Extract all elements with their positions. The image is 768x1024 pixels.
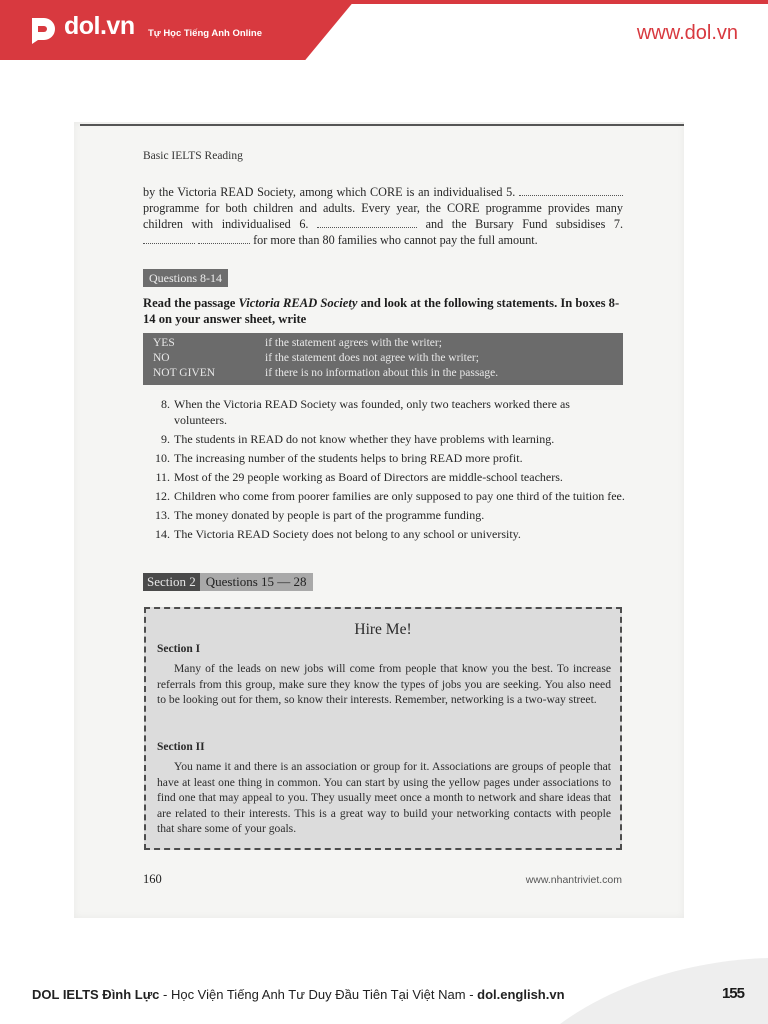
instruction-after: and look at the following statements. In boxes 8-14 on your answer sheet, write <box>143 296 620 326</box>
statement-number: 12. <box>155 489 170 503</box>
statement-number: 10. <box>155 451 170 465</box>
statement-item <box>155 507 625 523</box>
statement-number: 8. <box>161 397 170 411</box>
statement-item <box>155 488 625 504</box>
statement-number: 11. <box>155 470 170 484</box>
key-term: YES <box>153 337 175 349</box>
statement-text: The increasing number of the students helps to bring READ more profit. <box>174 451 523 465</box>
top-header <box>0 0 768 60</box>
questions-label: Questions 8-14 <box>143 269 228 287</box>
passage-title: Hire Me! <box>354 621 412 638</box>
book-page-number: 160 <box>143 872 162 886</box>
website-link[interactable]: www.dol.vn <box>636 22 738 44</box>
key-meaning: if there is no information about this in the passage. <box>265 367 499 379</box>
blank-5-number: 5. <box>506 185 516 199</box>
instruction-text <box>143 295 625 327</box>
instruction-passage-title: Victoria READ Society <box>238 296 358 310</box>
statement-item <box>155 469 625 485</box>
footer-brand: DOL IELTS Đình Lực <box>32 987 160 1002</box>
intro-paragraph <box>143 184 623 248</box>
answer-key-box <box>143 333 623 385</box>
intro-line-1: by the Victoria READ Society, among which CORE is an individualised <box>143 185 507 199</box>
instruction-before: Read the passage <box>143 296 239 310</box>
book-site-url: www.nhantriviet.com <box>525 874 622 886</box>
passage-section-1-heading: Section I <box>157 643 201 655</box>
statement-number: 9. <box>161 432 170 446</box>
statement-item <box>155 431 625 447</box>
passage-section-2-body: You name it and there is an association or group for it. Associations are groups of people that have at least one thing in common. You can start by using the yellow pages under associations to find one that may appeal to you. They usually meet once a month to network and share ideas that are related to their interests. This is a great way to build your networking contacts with people that share some of your goals. <box>157 760 611 835</box>
tagline: Tự Học Tiếng Anh Online <box>148 28 263 39</box>
passage-section-2-heading: Section II <box>157 741 205 753</box>
blank-7-b <box>198 234 250 244</box>
running-head: Basic IELTS Reading <box>143 150 243 162</box>
statement-item <box>155 450 625 466</box>
statement-item <box>155 396 625 428</box>
footer-separator: - <box>159 987 171 1002</box>
key-term: NOT GIVEN <box>153 367 216 379</box>
blank-7-a <box>143 234 195 244</box>
key-row <box>153 336 613 351</box>
statement-text: The students in READ do not know whether they have problems with learning. <box>174 432 555 446</box>
statement-number: 13. <box>155 508 170 522</box>
intro-line-2: programme for both children and adults. Every year, the CORE programme provides many children with individualised <box>143 201 623 231</box>
footer-slogan: Học Viện Tiếng Anh Tư Duy Đầu Tiên Tại Việt Nam <box>170 987 466 1002</box>
reading-passage-box <box>144 607 622 850</box>
page-top-rule <box>80 124 684 126</box>
statement-number: 14. <box>155 527 170 541</box>
intro-line-3: and the Bursary Fund subsidises <box>417 217 614 231</box>
section-chip: Section 2 <box>143 573 200 591</box>
key-row <box>153 351 613 366</box>
footer-page-number: 155 <box>721 985 744 1002</box>
section-question-range: Questions 15 — 28 <box>200 573 313 591</box>
passage-section-1-body: Many of the leads on new jobs will come from people that know you the best. To increase referrals from this group, make sure they know the types of jobs you are seeking. You also need to be looking out for them, so know their interests. Remember, networking is a two-way street. <box>157 662 611 706</box>
intro-line-4: for more than 80 families who cannot pay the full amount. <box>250 233 538 247</box>
footer-line <box>32 987 565 1002</box>
blank-7-number: 7. <box>613 217 624 231</box>
dol-logo-icon[interactable] <box>28 14 58 44</box>
statement-item <box>155 526 625 542</box>
statement-text: Most of the 29 people working as Board of Directors are middle-school teachers. <box>174 470 563 484</box>
blank-6 <box>317 218 417 228</box>
key-row <box>153 366 613 381</box>
key-term: NO <box>153 352 170 364</box>
section-heading <box>143 573 313 591</box>
statement-text: The money donated by people is part of the programme funding. <box>174 508 485 522</box>
key-meaning: if the statement does not agree with the writer; <box>265 352 479 364</box>
footer-site-link[interactable]: dol.english.vn <box>477 987 565 1002</box>
blank-6-number: 6. <box>299 217 309 231</box>
statement-text: The Victoria READ Society does not belong to any school or university. <box>174 527 521 541</box>
statement-list <box>155 396 625 545</box>
key-meaning: if the statement agrees with the writer; <box>265 337 442 349</box>
statement-text: Children who come from poorer families are only supposed to pay one third of the tuition fee. <box>174 489 625 503</box>
statement-text: When the Victoria READ Society was founded, only two teachers worked there as volunteers. <box>174 397 570 427</box>
footer-separator: - <box>465 987 478 1002</box>
logo-text[interactable]: dol.vn <box>64 12 135 40</box>
blank-5 <box>519 186 623 196</box>
